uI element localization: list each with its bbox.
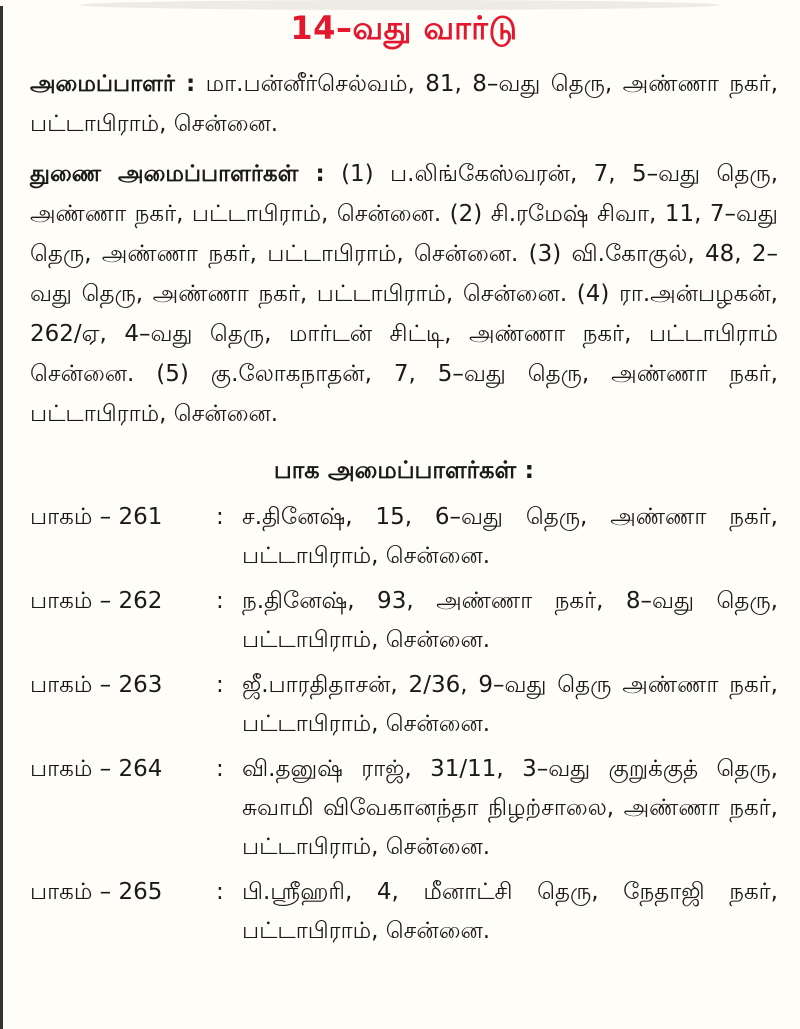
booth-row [30,750,778,867]
booth-address: ச.தினேஷ், 15, 6–வது தெரு, அண்ணா நகர், பட்டாபிராம், சென்னை. [242,504,778,569]
booth-address: பி.ஸ்ரீஹரி, 4, மீனாட்சி தெரு, நேதாஜி நகர், பட்டாபிராம், சென்னை. [242,879,778,944]
booth-label: பாகம் – 262 [30,588,163,614]
deputy-organizers-label: துணை அமைப்பாளர்கள் : [30,161,325,187]
organizer-paragraph [30,64,778,144]
booth-row [30,498,778,576]
booth-address: ந.தினேஷ், 93, அண்ணா நகர், 8–வது தெரு, பட்டாபிராம், சென்னை. [242,588,778,653]
booth-row [30,582,778,660]
organizer-label: அமைப்பாளர் : [30,71,196,97]
organizer-text: மா.பன்னீர்செல்வம், 81, 8–வது தெரு, அண்ணா நகர், பட்டாபிராம், சென்னை. [30,71,779,137]
booth-separator: : [216,504,224,530]
booth-row [30,873,778,951]
booth-label: பாகம் – 264 [30,756,163,782]
deputy-organizers-text: (1) ப.லிங்கேஸ்வரன், 7, 5–வது தெரு, அண்ணா நகர், பட்டாபிராம், சென்னை. (2) சி.ரமேஷ் சிவா, 11, 7–வது தெரு, அண்ணா நகர், பட்டாபிராம், சென்னை. (3) வி.கோகுல், 48, 2–வது தெரு, அண்ணா நகர், பட்டாபிராம், சென்னை. (4) ரா.அன்பழகன், 262/ஏ, 4–வது தெரு, மார்டன் சிட்டி, அண்ணா நகர், பட்டாபிராம் சென்னை. (5) கு.லோகநாதன், 7, 5–வது தெரு, அண்ணா நகர், பட்டாபிராம், சென்னை. [30,161,778,427]
booth-section-title: பாக அமைப்பாளர்கள் : [273,456,535,484]
ward-title: 14–வது வார்டு [290,9,518,47]
booth-label: பாகம் – 265 [30,879,163,905]
booth-separator: : [216,588,224,614]
booth-row [30,666,778,744]
booth-separator: : [216,879,224,905]
booth-separator: : [216,756,224,782]
booth-address: வி.தனுஷ் ராஜ், 31/11, 3–வது குறுக்குத் தெரு, சுவாமி விவேகானந்தா நிழற்சாலை, அண்ணா நகர், பட்டாபிராம், சென்னை. [242,756,778,860]
document-page [0,6,800,1029]
booth-address: ஜீ.பாரதிதாசன், 2/36, 9–வது தெரு அண்ணா நகர், பட்டாபிராம், சென்னை. [242,672,778,737]
booth-separator: : [216,672,224,698]
top-clipped-heading-fragment [80,0,720,10]
booth-label: பாகம் – 263 [30,672,163,698]
left-border-rule [0,6,3,1029]
booth-label: பாகம் – 261 [30,504,163,530]
deputy-organizers-paragraph [30,154,778,434]
